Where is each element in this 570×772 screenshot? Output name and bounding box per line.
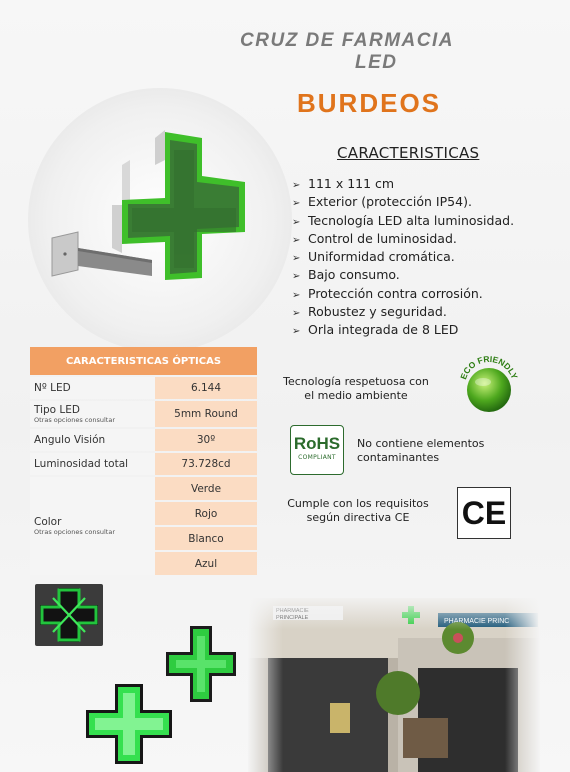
list-item: ➢ Exterior (protección IP54). xyxy=(292,194,514,212)
arrow-bullet-icon: ➢ xyxy=(292,198,301,210)
arrow-bullet-icon: ➢ xyxy=(292,234,301,246)
list-item: ➢ Uniformidad cromática. xyxy=(292,249,514,267)
table-row xyxy=(30,453,257,475)
list-item: ➢ Protección contra corrosión. xyxy=(292,286,514,304)
table-header-row xyxy=(30,347,257,375)
table-row xyxy=(30,401,257,427)
arrow-bullet-icon: ➢ xyxy=(292,326,301,338)
list-item: ➢ Robustez y seguridad. xyxy=(292,304,514,322)
color-label-cell: Color Otras opciones consultar xyxy=(30,477,155,575)
table-cell-value: Rojo xyxy=(155,502,257,525)
arrow-bullet-icon: ➢ xyxy=(292,216,301,228)
table-cell-value: 6.144 xyxy=(155,377,257,399)
eco-friendly-icon xyxy=(455,352,523,420)
table-cell-label: Nº LED xyxy=(30,377,155,399)
table-cell-value: Verde xyxy=(155,477,257,500)
table-cell-value: Azul xyxy=(155,552,257,575)
list-item: ➢ Bajo consumo. xyxy=(292,267,514,285)
arrow-bullet-icon: ➢ xyxy=(292,253,301,265)
list-item: ➢ Control de luminosidad. xyxy=(292,231,514,249)
table-cell-value: 30º xyxy=(155,429,257,451)
features-list xyxy=(292,176,514,341)
list-item: ➢ Tecnología LED alta luminosidad. xyxy=(292,213,514,231)
model-name: BURDEOS xyxy=(297,88,442,118)
rohs-description: No contiene elementos contaminantes xyxy=(357,437,485,464)
page-title-line1: CRUZ DE FARMACIA xyxy=(240,30,454,51)
features-title: CARACTERISTICAS xyxy=(337,144,480,162)
led-cross-sample-bright-icon xyxy=(86,684,172,764)
table-row xyxy=(30,477,257,500)
list-item: ➢ 111 x 111 cm xyxy=(292,176,514,194)
table-cell-label: Tipo LED Otras opciones consultar xyxy=(30,401,155,427)
table-cell-label: Luminosidad total xyxy=(30,453,155,475)
eco-description: Tecnología respetuosa con el medio ambiente xyxy=(283,375,429,402)
arrow-bullet-icon: ➢ xyxy=(292,271,301,283)
table-row xyxy=(30,377,257,399)
list-item: ➢ Orla integrada de 8 LED xyxy=(292,322,514,340)
led-cross-product-image xyxy=(40,120,280,345)
led-cross-sample-framed-icon xyxy=(35,584,103,646)
table-cell-value: 73.728cd xyxy=(155,453,257,475)
table-cell-value: 5mm Round xyxy=(155,401,257,427)
arrow-bullet-icon: ➢ xyxy=(292,289,301,301)
arrow-bullet-icon: ➢ xyxy=(292,308,301,320)
eco-logo-text: ECO FRIENDLY xyxy=(458,353,520,381)
storefront-photo xyxy=(248,598,540,772)
page-title-line2: LED xyxy=(355,52,398,73)
table-cell-label: Angulo Visión xyxy=(30,429,155,451)
arrow-bullet-icon: ➢ xyxy=(292,180,301,191)
table-cell-value: Blanco xyxy=(155,527,257,550)
table-row xyxy=(30,429,257,451)
ce-mark-icon: CE xyxy=(457,487,511,539)
ce-description: Cumple con los requisitos según directiva CE xyxy=(287,497,429,524)
table-header: CARACTERISTICAS ÓPTICAS xyxy=(30,347,257,375)
optics-table xyxy=(30,345,257,577)
rohs-icon: RoHS COMPLIANT xyxy=(290,425,344,475)
led-cross-sample-green-icon xyxy=(166,626,236,702)
